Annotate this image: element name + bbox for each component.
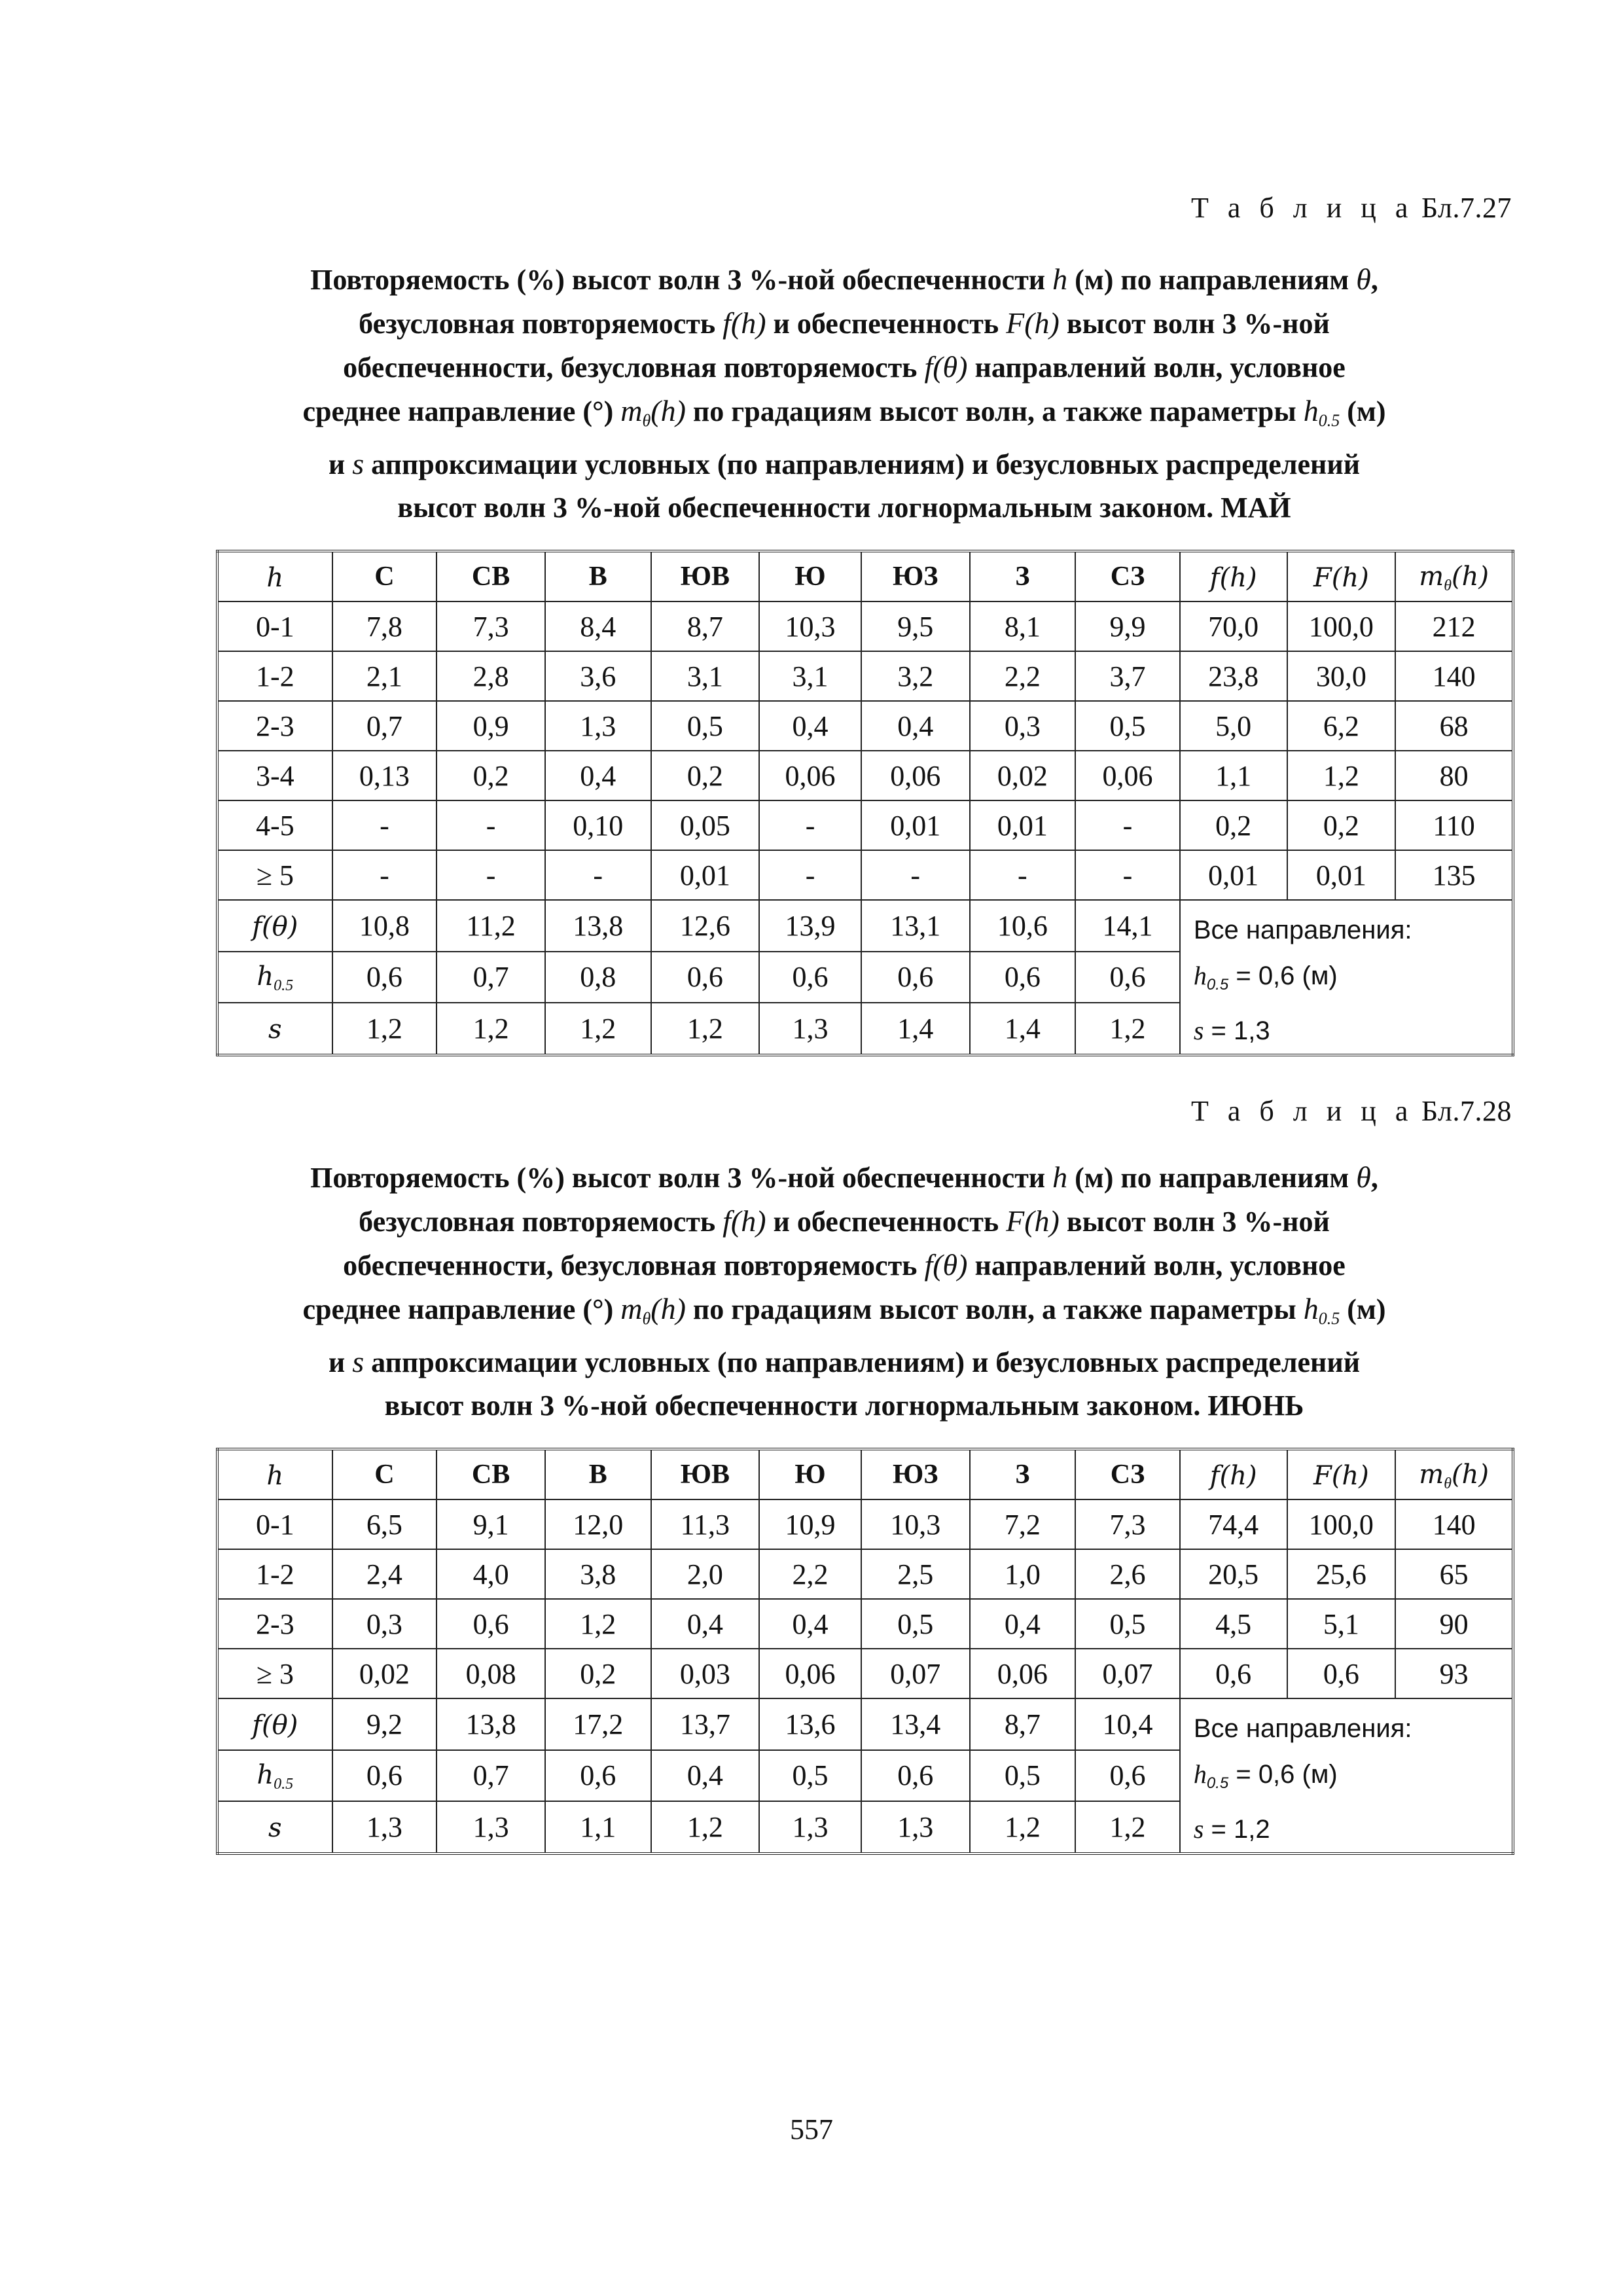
summary-math: s [1193,1016,1204,1045]
table-cell: 0,6 [332,952,437,1003]
table-cell: 0,6 [1075,1750,1180,1802]
table-cell: 0,5 [970,1750,1076,1802]
summary-title: Все направления: [1193,1714,1412,1743]
table-cell: 9,2 [332,1698,437,1750]
table-caption-1 [196,258,1492,529]
table-cell: 74,4 [1180,1499,1287,1549]
table-label-1: Т а б л и ц а Бл.7.27 [1190,192,1512,224]
caption-math: h [1303,394,1319,427]
caption-math: (h) [651,1292,686,1325]
table-cell: 0,2 [1180,800,1287,850]
row-label-subscript: 0.5 [274,977,294,995]
table-row [217,800,1513,850]
row-label [217,1003,332,1055]
summary-s [1194,1008,1512,1054]
table-cell: 1,3 [437,1801,545,1854]
summary-equals: = [1228,1760,1258,1789]
column-header: З [970,551,1076,601]
row-label-math: s [268,1813,282,1844]
table-cell: 0,8 [545,952,651,1003]
table-cell: - [861,850,970,900]
table-cell: 12,6 [651,900,760,952]
table-cell: - [1075,800,1180,850]
column-header: С [332,551,437,601]
table-cell: 6,2 [1287,701,1396,751]
table-cell: 12,0 [545,1499,651,1549]
summary-equals: = [1204,1815,1234,1844]
column-header [1180,551,1287,601]
table-cell: 212 [1395,601,1513,651]
table-cell: 0,01 [651,850,760,900]
row-label-math: s [268,1014,282,1045]
table-cell: 1,2 [651,1003,760,1055]
table-cell: 0,5 [759,1750,861,1802]
table-cell: 7,2 [970,1499,1076,1549]
summary-equals: = [1204,1016,1234,1045]
table-cell: 2,4 [332,1549,437,1599]
row-label: 3-4 [217,751,332,800]
table-cell: - [759,800,861,850]
caption-line: безусловная повторяемость f(h) и обеспеченность F(h) высот волн 3 %-ной [359,306,1330,340]
caption-math: θ [1356,1160,1371,1194]
table-cell: 1,2 [437,1003,545,1055]
header-math: h [266,1460,284,1491]
column-header: ЮВ [651,1449,760,1499]
header-math: f(h) [1209,1460,1257,1491]
table-cell: 3,8 [545,1549,651,1599]
row-label-math: h [257,961,274,992]
row-label [217,1801,332,1854]
column-header: З [970,1449,1076,1499]
table-cell: 9,9 [1075,601,1180,651]
table-cell: 0,6 [759,952,861,1003]
table-cell: 13,7 [651,1698,760,1750]
table-cell: 1,0 [970,1549,1076,1599]
table-cell: 0,7 [332,701,437,751]
table-cell: 70,0 [1180,601,1287,651]
header-row [217,551,1513,601]
table-cell: 30,0 [1287,651,1396,701]
table-label-2: Т а б л и ц а Бл.7.28 [1190,1095,1512,1127]
table-cell: 0,7 [437,1750,545,1802]
header-subscript: θ [1444,1475,1452,1492]
table-cell: 68 [1395,701,1513,751]
table-cell: - [545,850,651,900]
table-cell: 2,0 [651,1549,760,1599]
summary-h05-unit: (м) [1294,1760,1338,1789]
table-cell: 0,2 [651,751,760,800]
table-row [217,751,1513,800]
caption-math: f(h) [722,1204,766,1238]
table-cell: 11,2 [437,900,545,952]
column-header: СЗ [1075,551,1180,601]
table-cell: 140 [1395,651,1513,701]
caption-math: h [1303,1292,1319,1325]
table-cell: 1,3 [545,701,651,751]
summary-s-value: 1,3 [1234,1016,1270,1045]
summary-title: Все направления: [1193,916,1412,944]
table-cell: 7,3 [437,601,545,651]
column-header: В [545,1449,651,1499]
table-cell: 0,2 [545,1649,651,1698]
f-theta-row [217,900,1513,952]
column-header: В [545,551,651,601]
table-cell: 100,0 [1287,1499,1396,1549]
caption-subscript: θ [642,411,651,430]
table-cell: - [759,850,861,900]
summary-math: h [1193,1759,1207,1789]
table-cell: 1,2 [1075,1801,1180,1854]
table-cell: 1,2 [1075,1003,1180,1055]
caption-line: среднее направление (°) $m_\theta(h)$ по градациям высот волн, а также параметры $h_{0.5}$ (м) [302,394,1386,430]
table-cell: 0,9 [437,701,545,751]
table-cell: 0,06 [1075,751,1180,800]
caption-line: среднее направление (°) $m_\theta(h)$ по градациям высот волн, а также параметры $h_{0.5}$ (м) [302,1292,1386,1328]
caption-math: F(h) [1006,1204,1060,1238]
page-number: 557 [790,2113,833,2145]
table-cell: 0,2 [437,751,545,800]
summary-subscript: 0.5 [1206,976,1229,994]
table-cell: 8,7 [970,1698,1076,1750]
header-math: F(h) [1313,562,1369,593]
table-cell: 0,5 [1075,701,1180,751]
table-cell: 0,3 [332,1599,437,1649]
caption-math: F(h) [1006,306,1060,340]
row-label: 2-3 [217,701,332,751]
table-cell: 1,4 [861,1003,970,1055]
all-directions-summary [1180,1698,1513,1854]
table-cell: 0,6 [437,1599,545,1649]
table-cell: 10,3 [759,601,861,651]
column-header [1287,1449,1396,1499]
table-cell: 1,2 [545,1599,651,1649]
header-math: m [1419,1459,1444,1490]
table-cell: 23,8 [1180,651,1287,701]
table-row [217,701,1513,751]
summary-s-value: 1,2 [1234,1815,1270,1844]
f-theta-row [217,1698,1513,1750]
table-cell: 135 [1395,850,1513,900]
table-cell: 3,1 [651,651,760,701]
table-cell: - [437,850,545,900]
table-cell: 8,7 [651,601,760,651]
caption-subscript: 0.5 [1318,1309,1340,1328]
table-cell: 0,4 [651,1750,760,1802]
table-row [217,1599,1513,1649]
table-cell: 2,2 [759,1549,861,1599]
summary-math: s [1193,1814,1204,1844]
caption-line: Повторяемость (%) высот волн 3 %-ной обеспеченности h (м) по направлениям θ, [310,262,1378,296]
row-label-math: h [257,1760,274,1791]
table-cell: 1,1 [545,1801,651,1854]
table-cell: 0,6 [861,1750,970,1802]
all-directions-summary [1180,900,1513,1055]
data-table-1 [216,550,1514,1056]
table-cell: 0,06 [861,751,970,800]
caption-math: h [1052,262,1068,296]
table-cell: 1,2 [1287,751,1396,800]
table-cell: 0,3 [970,701,1076,751]
table-cell: 1,3 [759,1003,861,1055]
header-math: (h) [1451,561,1489,592]
table-cell: 20,5 [1180,1549,1287,1599]
table-cell: 2,1 [332,651,437,701]
header-math: m [1419,561,1444,592]
table-cell: 0,13 [332,751,437,800]
table-cell: 0,6 [545,1750,651,1802]
data-table-2 [216,1448,1514,1855]
table-cell: 11,3 [651,1499,760,1549]
header-subscript: θ [1444,577,1452,594]
summary-s [1194,1806,1512,1852]
column-header: Ю [759,551,861,601]
table-cell: 2,8 [437,651,545,701]
table-cell: 13,9 [759,900,861,952]
summary-equals: = [1228,961,1258,990]
table-cell: 0,5 [651,701,760,751]
header-math: h [266,562,284,593]
table-cell: 0,02 [332,1649,437,1698]
table-cell: 5,1 [1287,1599,1396,1649]
table-caption-2 [196,1156,1492,1427]
caption-math: f(h) [722,306,766,340]
table-cell: 1,3 [759,1801,861,1854]
table-cell: 0,5 [1075,1599,1180,1649]
summary-math: h [1193,961,1207,990]
caption-math: s [352,1345,365,1378]
table-cell: 1,3 [861,1801,970,1854]
table-row [217,1499,1513,1549]
table-cell: 0,01 [1180,850,1287,900]
table-cell: 9,1 [437,1499,545,1549]
header-math: F(h) [1313,1460,1369,1491]
table-row [217,850,1513,900]
caption-line: и s аппроксимации условных (по направлениям) и безусловных распределений [328,447,1361,480]
table-cell: 0,01 [861,800,970,850]
column-header [1395,551,1513,601]
header-math: (h) [1451,1459,1489,1490]
row-label [217,952,332,1003]
table-cell: 0,07 [1075,1649,1180,1698]
table-cell: 0,06 [759,751,861,800]
row-label [217,1698,332,1750]
table-cell: 0,7 [437,952,545,1003]
caption-math: m [620,394,643,427]
column-header [217,551,332,601]
row-label-subscript: 0.5 [274,1776,294,1793]
table-cell: 3,1 [759,651,861,701]
table-cell: 0,4 [759,1599,861,1649]
row-label: 4-5 [217,800,332,850]
table-cell: 0,4 [651,1599,760,1649]
column-header: ЮВ [651,551,760,601]
table-cell: 0,6 [1287,1649,1396,1698]
row-label: 1-2 [217,651,332,701]
table-cell: 0,08 [437,1649,545,1698]
table-cell: 0,03 [651,1649,760,1698]
column-header: СЗ [1075,1449,1180,1499]
column-header: С [332,1449,437,1499]
column-header: СВ [437,551,545,601]
table-cell: 6,5 [332,1499,437,1549]
table-cell: 7,3 [1075,1499,1180,1549]
table-row [217,601,1513,651]
table-cell: 9,5 [861,601,970,651]
table-cell: 3,7 [1075,651,1180,701]
table-cell: 13,8 [437,1698,545,1750]
row-label: 0-1 [217,1499,332,1549]
summary-h05-unit: (м) [1294,961,1338,990]
summary-h05 [1194,1751,1512,1806]
caption-math: h [1052,1160,1068,1194]
summary-h05-value: 0,6 [1258,961,1295,990]
table-cell: 80 [1395,751,1513,800]
table-cell: 0,6 [332,1750,437,1802]
table-cell: 0,4 [861,701,970,751]
table-cell: 8,1 [970,601,1076,651]
row-label: 0-1 [217,601,332,651]
table-cell: 0,10 [545,800,651,850]
table-cell: 1,2 [651,1801,760,1854]
column-header: ЮЗ [861,1449,970,1499]
table-cell: 3,2 [861,651,970,701]
table-cell: 0,2 [1287,800,1396,850]
caption-subscript: 0.5 [1318,411,1340,430]
column-header [217,1449,332,1499]
table-cell: 5,0 [1180,701,1287,751]
table-cell: 110 [1395,800,1513,850]
table-cell: 0,4 [545,751,651,800]
table-cell: 93 [1395,1649,1513,1698]
table-cell: 14,1 [1075,900,1180,952]
table-cell: 0,07 [861,1649,970,1698]
table-cell: 140 [1395,1499,1513,1549]
caption-subscript: θ [642,1309,651,1328]
table-cell: 0,01 [1287,850,1396,900]
table-cell: 1,1 [1180,751,1287,800]
table-cell: 17,2 [545,1698,651,1750]
caption-line: и s аппроксимации условных (по направлениям) и безусловных распределений [328,1345,1361,1378]
summary-h05 [1194,953,1512,1008]
row-label-math: f(θ) [252,911,298,942]
caption-math: f(θ) [924,1248,968,1282]
table-cell: 10,3 [861,1499,970,1549]
table-cell: - [1075,850,1180,900]
row-label [217,1750,332,1802]
table-cell: 1,3 [332,1801,437,1854]
table-cell: 100,0 [1287,601,1396,651]
table-cell: 90 [1395,1599,1513,1649]
row-label: ≥ 3 [217,1649,332,1698]
caption-line: высот волн 3 %-ной обеспеченности логнормальным законом. МАЙ [397,492,1291,524]
table-cell: 1,2 [545,1003,651,1055]
table-cell: 0,6 [970,952,1076,1003]
table-cell: 0,05 [651,800,760,850]
table-cell: - [332,800,437,850]
table-cell: 0,6 [1075,952,1180,1003]
table-cell: 2,2 [970,651,1076,701]
table-cell: 0,06 [970,1649,1076,1698]
table-cell: 13,6 [759,1698,861,1750]
table-cell: 10,6 [970,900,1076,952]
table-cell: 4,0 [437,1549,545,1599]
table-cell: 8,4 [545,601,651,651]
table-cell: - [332,850,437,900]
row-label: 2-3 [217,1599,332,1649]
caption-line: высот волн 3 %-ной обеспеченности логнормальным законом. ИЮНЬ [384,1390,1304,1422]
table-cell: 1,4 [970,1003,1076,1055]
table-cell: 13,1 [861,900,970,952]
table-cell: 10,8 [332,900,437,952]
row-label-math: f(θ) [252,1710,298,1740]
table-cell: - [437,800,545,850]
table-row [217,651,1513,701]
table-cell: 13,8 [545,900,651,952]
table-cell: 1,2 [970,1801,1076,1854]
summary-subscript: 0.5 [1206,1774,1229,1792]
table-cell: 0,6 [651,952,760,1003]
caption-line: обеспеченности, безусловная повторяемость f(θ) направлений волн, условное [343,1248,1346,1282]
column-header [1287,551,1396,601]
row-label: 1-2 [217,1549,332,1599]
table-cell: 1,2 [332,1003,437,1055]
header-row [217,1449,1513,1499]
table-cell: 2,6 [1075,1549,1180,1599]
table-cell: 65 [1395,1549,1513,1599]
column-header [1395,1449,1513,1499]
table-cell: 0,06 [759,1649,861,1698]
column-header: Ю [759,1449,861,1499]
caption-math: m [620,1292,643,1325]
table-cell: 0,4 [970,1599,1076,1649]
caption-line: обеспеченности, безусловная повторяемость f(θ) направлений волн, условное [343,350,1346,384]
table-cell: 7,8 [332,601,437,651]
table-cell: 0,6 [861,952,970,1003]
caption-line: безусловная повторяемость f(h) и обеспеченность F(h) высот волн 3 %-ной [359,1204,1330,1238]
summary-h05-value: 0,6 [1258,1760,1295,1789]
column-header [1180,1449,1287,1499]
table-cell: 4,5 [1180,1599,1287,1649]
table-cell: 0,4 [759,701,861,751]
caption-math: s [352,447,365,480]
table-row [217,1649,1513,1698]
table-cell: 0,01 [970,800,1076,850]
column-header: СВ [437,1449,545,1499]
table-cell: 10,4 [1075,1698,1180,1750]
column-header: ЮЗ [861,551,970,601]
table-cell: 3,6 [545,651,651,701]
table-cell: 13,4 [861,1698,970,1750]
table-cell: - [970,850,1076,900]
header-math: f(h) [1209,562,1257,593]
table-cell: 0,5 [861,1599,970,1649]
table-cell: 0,02 [970,751,1076,800]
table-cell: 0,6 [1180,1649,1287,1698]
row-label: ≥ 5 [217,850,332,900]
table-cell: 2,5 [861,1549,970,1599]
caption-line: Повторяемость (%) высот волн 3 %-ной обеспеченности h (м) по направлениям θ, [310,1160,1378,1194]
caption-math: (h) [651,394,686,427]
table-cell: 10,9 [759,1499,861,1549]
table-cell: 25,6 [1287,1549,1396,1599]
table-row [217,1549,1513,1599]
caption-math: f(θ) [924,350,968,384]
row-label [217,900,332,952]
caption-math: θ [1356,262,1371,296]
